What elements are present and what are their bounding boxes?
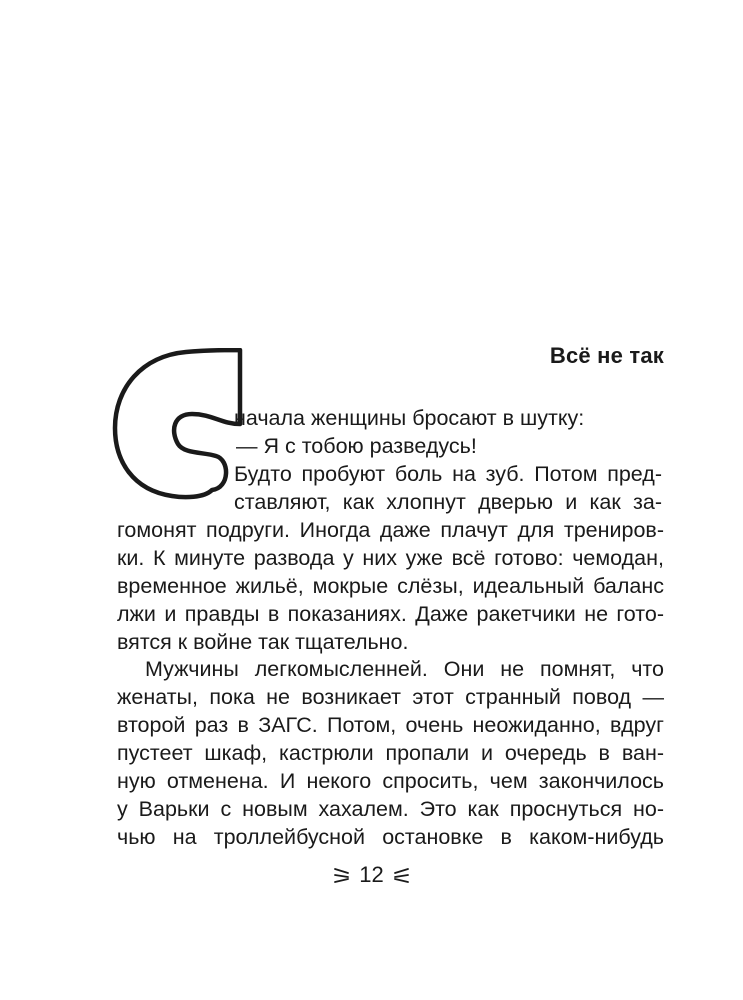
text-line: Мужчины легкомысленней. Они не помнят, что — [145, 657, 664, 681]
text-line: чью на троллейбусной остановке в каком-нибудь — [117, 825, 664, 849]
text-line: ную отменена. И некого спросить, чем закончилось — [117, 769, 664, 793]
text-line: гомонят подруги. Иногда даже плачут для трениров- — [117, 518, 664, 542]
text-line: ки. К минуте развода у них уже всё готово: чемодан, — [117, 546, 664, 570]
text-line: Будто пробуют боль на зуб. Потом пред- — [234, 462, 662, 486]
text-line: временное жильё, мокрые слёзы, идеальный баланс — [117, 574, 664, 598]
text-line: начала женщины бросают в шутку: — [234, 406, 585, 430]
text-line: пустеет шкаф, кастрюли пропали и очередь в ван- — [117, 741, 664, 765]
right-ornament-icon — [392, 865, 410, 885]
text-line: женаты, пока не возникает этот странный повод — — [117, 685, 664, 709]
text-line: второй раз в ЗАГС. Потом, очень неожиданно, вдруг — [117, 713, 664, 737]
text-line: у Варьки с новым хахалем. Это как проснуться но- — [117, 797, 664, 821]
drop-cap-letter — [112, 348, 244, 500]
page-number — [0, 860, 743, 889]
left-ornament-icon — [333, 865, 351, 885]
text-line: лжи и правды в показаниях. Даже ракетчики не гото- — [117, 602, 664, 626]
page-number-text: 12 — [359, 862, 384, 888]
text-line: ставляют, как хлопнут дверью и как за- — [234, 490, 662, 514]
text-line: вятся к войне так тщательно. — [117, 630, 409, 654]
text-line: — Я с тобою разведусь! — [236, 434, 477, 458]
chapter-title: Всё не так — [549, 343, 664, 368]
